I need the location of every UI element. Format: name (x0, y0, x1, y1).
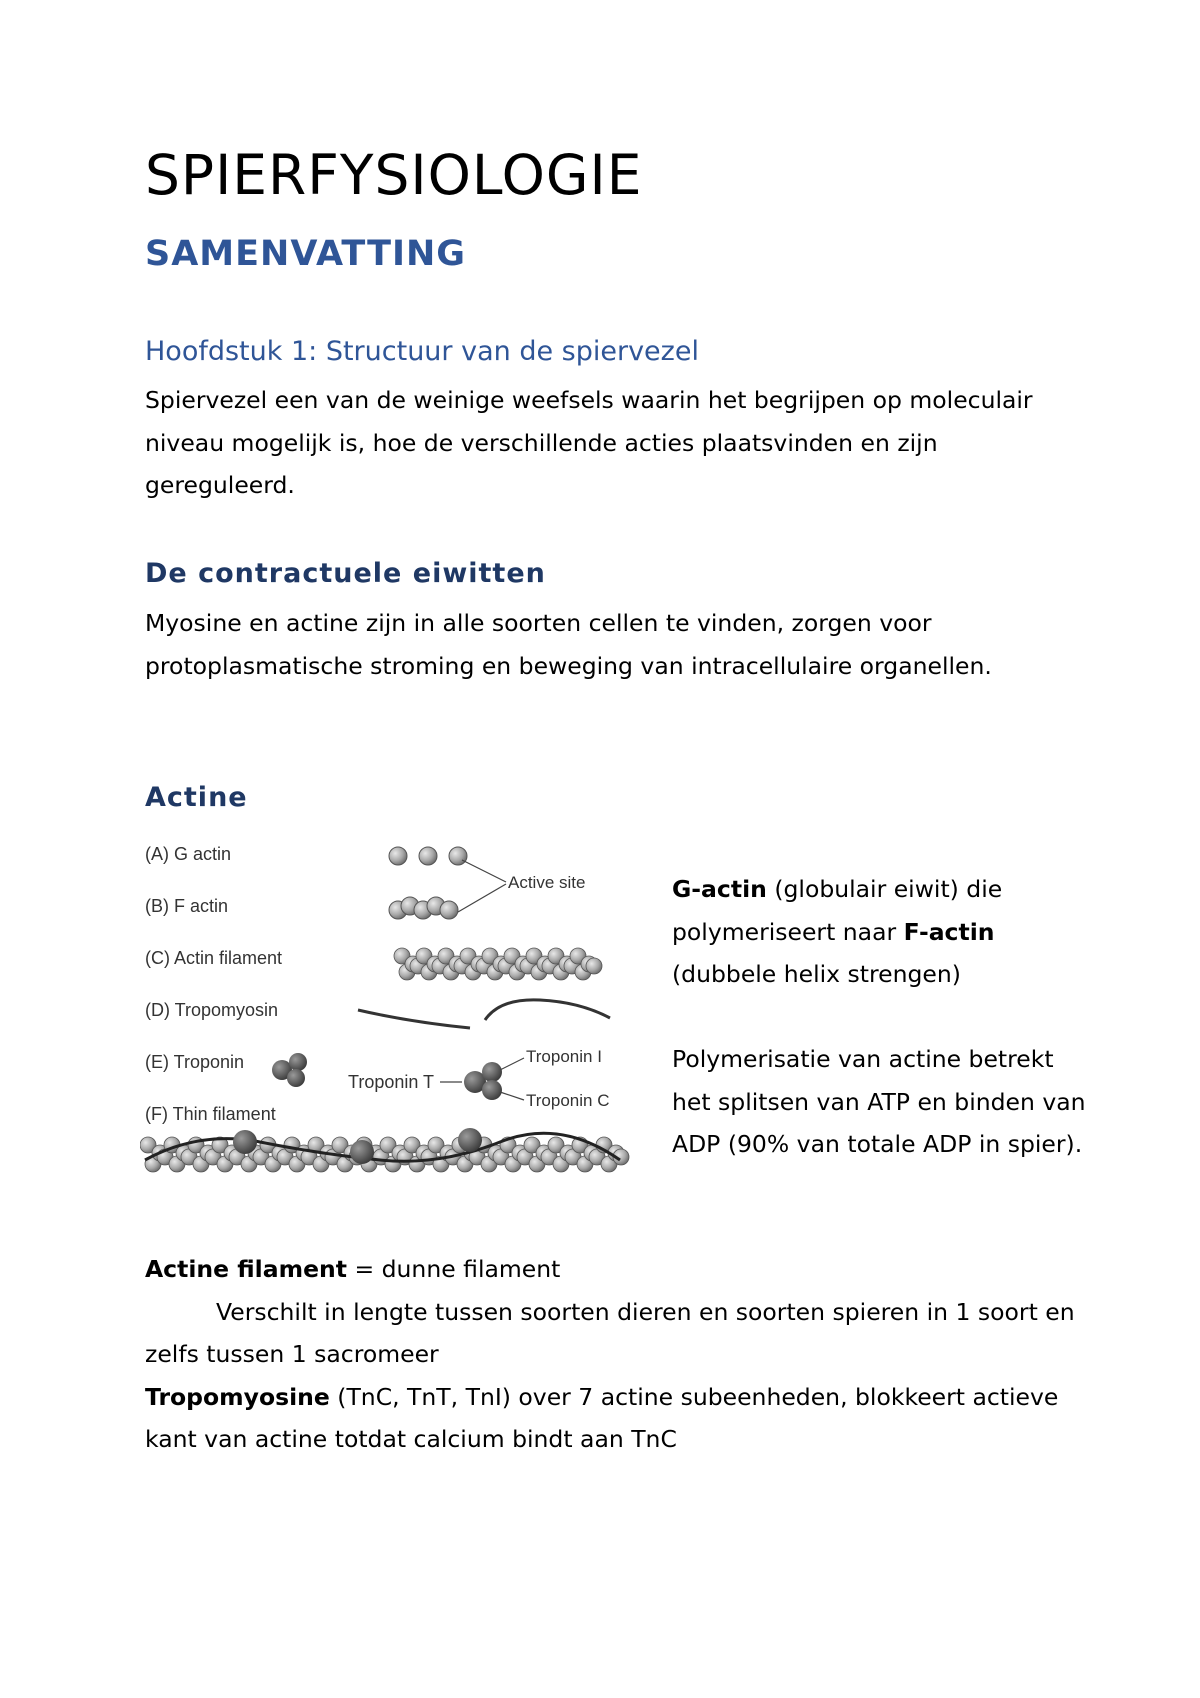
label-thin-filament: (F) Thin filament (145, 1104, 276, 1124)
label-actin-filament: (C) Actin filament (145, 948, 283, 968)
label-tropomyosin: (D) Tropomyosin (145, 1000, 279, 1020)
label-troponin-c: Troponin C (526, 1091, 610, 1110)
actine-filament-length-paragraph (145, 1291, 1075, 1376)
chapter-heading: Hoofdstuk 1: Structuur van de spiervezel (145, 336, 699, 367)
g-actin-monomers (389, 847, 467, 865)
active-site-pointer (458, 860, 506, 912)
actine-filament-block (145, 1248, 1075, 1461)
actine-filament-length-text: Verschilt in lengte tussen soorten dieren en soorten spieren in 1 soort en zelfs tussen 1 sacromeer (145, 1297, 1075, 1368)
actine-filament-text: = dunne filament (346, 1255, 561, 1283)
thin-filament (140, 1128, 629, 1172)
actin-filament-double-helix (394, 948, 602, 980)
troponin-complex-labeled (440, 1058, 524, 1100)
f-actin-term: F-actin (903, 917, 995, 946)
section-heading-contractile: De contractuele eiwitten (145, 558, 546, 589)
actine-filament-term: Actine filament (145, 1255, 347, 1283)
actin-diagram (140, 830, 660, 1190)
actin-figure (140, 830, 660, 1190)
actin-bead (586, 958, 602, 974)
f-actin-chain (389, 897, 458, 919)
g-actin-paragraph (672, 868, 1092, 996)
actin-side-text (672, 868, 1092, 1166)
document-subtitle: SAMENVATTING (145, 234, 467, 274)
troponin-bead (458, 1128, 482, 1152)
f-actin-text: (dubbele helix strengen) (672, 960, 961, 988)
polymerisation-paragraph: Polymerisatie van actine betrekt het splitsen van ATP en binden van ADP (90% van totale ADP in spier). (672, 1045, 1086, 1158)
label-active-site: Active site (508, 873, 586, 892)
troponin-bead (233, 1130, 257, 1154)
tropomyosine-text: (TnC, TnT, TnI) over 7 actine subeenheden, blokkeert actieve kant van actine totdat calcium bindt aan TnC (145, 1382, 1059, 1453)
section-heading-actine: Actine (145, 782, 248, 813)
g-actin-text: (globulair eiwit) die polymeriseert naar (672, 875, 1003, 946)
tropomyosin-strands (358, 1000, 610, 1028)
label-troponin: (E) Troponin (145, 1052, 245, 1072)
label-f-actin: (B) F actin (145, 896, 229, 916)
chapter-intro-paragraph: Spiervezel een van de weinige weefsels waarin het begrijpen op moleculair niveau mogelijk is, hoe de verschillende acties plaatsvinden en zijn gereguleerd. (145, 386, 1033, 499)
troponin-bead (350, 1140, 374, 1164)
document-title: SPIERFYSIOLOGIE (145, 143, 643, 207)
label-g-actin: (A) G actin (145, 844, 232, 864)
troponin-complex-small (272, 1053, 307, 1087)
label-troponin-i: Troponin I (526, 1047, 602, 1066)
contractile-paragraph: Myosine en actine zijn in alle soorten cellen te vinden, zorgen voor protoplasmatische stroming en beweging van intracellulaire organellen. (145, 609, 992, 680)
tropomyosine-term: Tropomyosine (145, 1382, 330, 1411)
actine-filament-definition (145, 1248, 1075, 1291)
tropomyosine-paragraph (145, 1376, 1075, 1461)
g-actin-term: G-actin (672, 875, 767, 903)
label-troponin-t: Troponin T (348, 1072, 435, 1092)
